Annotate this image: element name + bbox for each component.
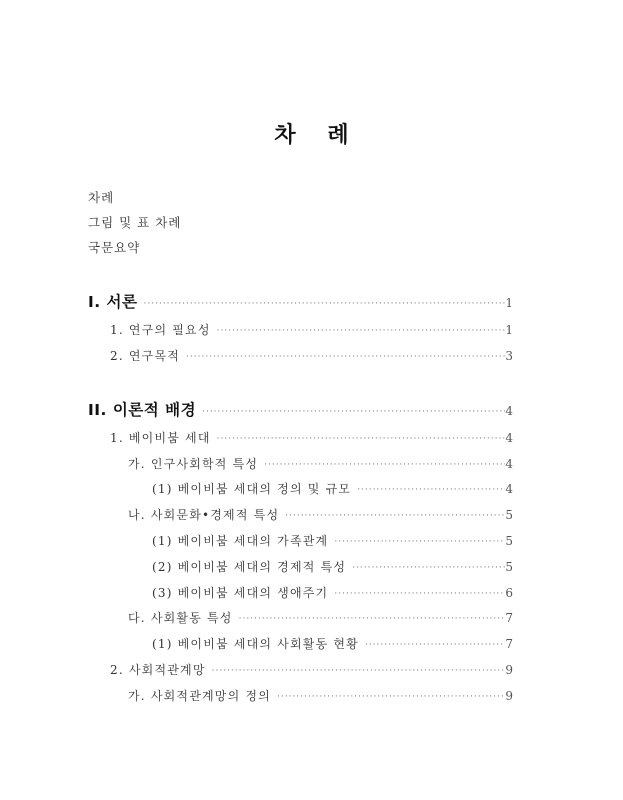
front-matter-item-figures-tables[interactable]: 그림 및 표 차례 bbox=[88, 215, 182, 230]
dot-leader bbox=[277, 692, 505, 702]
toc-section-research-necessity[interactable] bbox=[110, 321, 513, 338]
toc-item-family-relations[interactable] bbox=[152, 532, 513, 549]
dot-leader bbox=[217, 434, 506, 444]
toc-label: 2. 연구목적 bbox=[110, 349, 181, 363]
toc-page-number: 4 bbox=[505, 457, 513, 471]
toc-subsection-social-activity-traits[interactable] bbox=[128, 609, 513, 626]
toc-chapter-introduction[interactable] bbox=[88, 290, 513, 312]
dot-leader bbox=[365, 640, 505, 650]
dot-leader bbox=[357, 485, 505, 495]
toc-page-number: 4 bbox=[505, 482, 513, 496]
toc-label: (1) 베이비붐 세대의 사회활동 현황 bbox=[152, 637, 359, 651]
dot-leader bbox=[217, 326, 506, 336]
toc-label: II. 이론적 배경 bbox=[88, 401, 197, 419]
toc-chapter-theoretical-background[interactable] bbox=[88, 398, 513, 420]
toc-page-number: 5 bbox=[505, 534, 513, 548]
toc-page-number: 5 bbox=[505, 508, 513, 522]
toc-label: (3) 베이비붐 세대의 생애주기 bbox=[152, 586, 329, 600]
toc-page-number: 1 bbox=[505, 323, 513, 337]
toc-item-life-cycle[interactable] bbox=[152, 584, 513, 601]
toc-label: (1) 베이비붐 세대의 정의 및 규모 bbox=[152, 482, 352, 496]
toc-page-number: 9 bbox=[505, 663, 513, 677]
front-matter-item-contents[interactable]: 차례 bbox=[88, 190, 115, 205]
toc-section-social-network[interactable] bbox=[110, 661, 513, 678]
toc-page-number: 6 bbox=[505, 586, 513, 600]
toc-item-economic-traits[interactable] bbox=[152, 558, 513, 575]
toc-subsection-demographic-traits[interactable] bbox=[128, 455, 513, 472]
dot-leader bbox=[352, 563, 505, 573]
toc-page-number: 7 bbox=[505, 611, 513, 625]
front-matter-item-abstract[interactable]: 국문요약 bbox=[88, 240, 141, 255]
page-title: 차 례 bbox=[274, 123, 361, 148]
toc-page-number: 4 bbox=[505, 404, 513, 418]
dot-leader bbox=[212, 666, 506, 676]
dot-leader bbox=[239, 614, 506, 624]
toc-page-number: 7 bbox=[505, 637, 513, 651]
toc-label: 1. 연구의 필요성 bbox=[110, 323, 211, 337]
toc-item-social-activity-status[interactable] bbox=[152, 635, 513, 652]
toc-label: 가. 인구사회학적 특성 bbox=[128, 457, 259, 471]
toc-page-number: 9 bbox=[505, 689, 513, 703]
toc-subsection-social-network-definition[interactable] bbox=[128, 687, 513, 704]
dot-leader bbox=[334, 589, 505, 599]
toc-page-number: 1 bbox=[505, 296, 513, 310]
toc-label: 1. 베이비붐 세대 bbox=[110, 431, 211, 445]
toc-label: 가. 사회적관계망의 정의 bbox=[128, 689, 271, 703]
toc-item-definition-and-scale[interactable] bbox=[152, 480, 513, 497]
toc-page-number: 5 bbox=[505, 560, 513, 574]
toc-label: 나. 사회문화•경제적 특성 bbox=[128, 508, 280, 522]
toc-label: (1) 베이비붐 세대의 가족관계 bbox=[152, 534, 329, 548]
toc-page-number: 3 bbox=[505, 349, 513, 363]
toc-label: (2) 베이비붐 세대의 경제적 특성 bbox=[152, 560, 347, 574]
dot-leader bbox=[186, 352, 505, 362]
dot-leader bbox=[202, 407, 505, 417]
toc-label: I. 서론 bbox=[88, 293, 138, 311]
dot-leader bbox=[334, 537, 505, 547]
dot-leader bbox=[285, 511, 505, 521]
toc-section-baby-boom-generation[interactable] bbox=[110, 429, 513, 446]
dot-leader bbox=[144, 299, 506, 309]
dot-leader bbox=[264, 460, 505, 470]
toc-subsection-sociocultural-economic-traits[interactable] bbox=[128, 506, 513, 523]
toc-section-research-purpose[interactable] bbox=[110, 347, 513, 364]
toc-page-number: 4 bbox=[505, 431, 513, 445]
toc-label: 다. 사회활동 특성 bbox=[128, 611, 233, 625]
toc-label: 2. 사회적관계망 bbox=[110, 663, 206, 677]
